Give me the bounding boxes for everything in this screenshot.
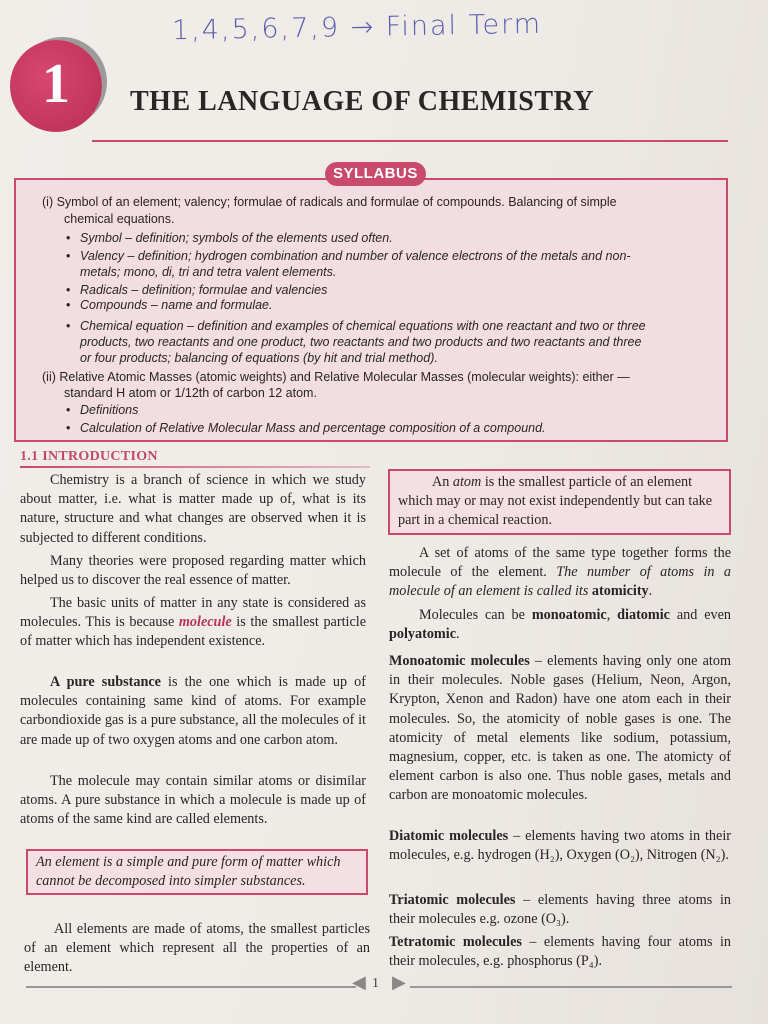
syllabus-bullet-equation-cont1: products, two reactants and one product, two reactants and two products and two reactants and three [80, 335, 642, 349]
syllabus-item-i-line2: chemical equations. [64, 212, 175, 226]
box-text-end: is the smallest particle of an element which may or may not exist independently but can take part in a chemical reaction. [398, 474, 713, 529]
diatomic-heading: Diatomic molecules [389, 828, 509, 844]
monoatomic-term: monoatomic [531, 607, 607, 623]
p2-end: . [456, 626, 460, 643]
chapter-number: 1 [42, 53, 70, 115]
handwritten-note: 1,4,5,6,7,9 → Final Term [171, 8, 543, 47]
right-paragraph-2 [389, 606, 731, 644]
syllabus-item-ii-line2: standard H atom or 1/12th of carbon 12 atom. [64, 386, 317, 400]
diatomic-text: – elements having two atoms in their molecules, e.g. hydrogen (H₂), Oxygen (O₂), Nitrogen (N₂). [389, 828, 731, 864]
title-divider [92, 140, 728, 142]
syllabus-bullet-symbol: • Symbol – definition; symbols of the elements used often. [80, 230, 393, 247]
chapter-number-badge [10, 40, 102, 132]
atomicity-term: atomicity [591, 583, 649, 600]
box-text-start: An [432, 474, 453, 490]
footer-rule-left [26, 986, 356, 988]
syllabus-bullet-radicals: • Radicals – definition; formulae and valencies [80, 282, 327, 299]
footer-left-arrow-icon: ◀ [352, 972, 366, 992]
intro-paragraph-1: Chemistry is a branch of science in which we study about matter, i.e. what is matter made up of, what is its nature, structure and what changes are observed when it is subjected to different conditions. [20, 472, 366, 546]
triatomic-heading: Triatomic molecules [389, 892, 516, 908]
diatomic-term: diatomic [617, 607, 670, 623]
syllabus-badge: SYLLABUS [325, 162, 426, 186]
syllabus-bullet-equation-cont2: or four products; balancing of equations (by hit and trial method). [80, 351, 438, 365]
monoatomic-text: – elements having only one atom in their molecules. Noble gases (Helium, Neon, Argon, Krypton, Xenon and Radon) have one atom each in their molecules. So, the atomicity of noble gases is one. The atomicity of metal elements like sodium, potassium, magnesium, copper, etc. is taken as one. The atomicty of element carbon is also one. Thus noble gases, metals and carbon are monoatomic molecules. [389, 653, 731, 804]
tetratomic-heading: Tetratomic molecules [389, 934, 522, 950]
p3-text: The basic units of matter in any state is considered as molecules. This is because [20, 595, 366, 631]
p3-text-end: is the smallest particle of matter which has independent existence. [20, 614, 366, 650]
tetratomic-text: – elements having four atoms in their molecules, e.g. phosphorus (P₄). [389, 934, 732, 970]
syllabus-item-i-line1: (i) Symbol of an element; valency; formulae of radicals and formulae of compounds. Balancing of simple [42, 195, 617, 209]
triatomic-paragraph [389, 891, 731, 929]
molecule-term: molecule [178, 614, 232, 631]
monoatomic-paragraph [389, 652, 731, 806]
atom-definition-box [388, 469, 731, 535]
section-divider [20, 466, 370, 468]
syllabus-item-ii-line1: (ii) Relative Atomic Masses (atomic weights) and Relative Molecular Masses (molecular weights): either — [42, 370, 630, 384]
intro-paragraph-3 [20, 594, 366, 652]
section-heading: 1.1 INTRODUCTION [20, 449, 158, 464]
p2-separator-1: , [606, 607, 618, 623]
intro-paragraph-2: Many theories were proposed regarding matter which helped us to discover the real essence of matter. [20, 553, 366, 589]
element-definition-box: An element is a simple and pure form of matter which cannot be decomposed into simpler substances. [26, 849, 368, 895]
atom-term: atom [452, 474, 482, 490]
syllabus-bullet-valency: • Valency – definition; hydrogen combination and number of valence electrons of the metals and non- [80, 248, 631, 265]
tetratomic-paragraph [389, 933, 731, 971]
pure-substance-term: A pure substance [50, 674, 161, 690]
atomicity-definition: The number of atoms in a molecule of an element is called its [389, 564, 731, 600]
footer-rule-right [410, 986, 732, 988]
polyatomic-term: polyatomic [389, 626, 456, 643]
syllabus-bullet-valency-cont: metals; mono, di, tri and tetra valent elements. [80, 265, 337, 279]
triatomic-text: – elements having three atoms in their molecules e.g. ozone (O₃). [389, 892, 731, 928]
syllabus-bullet-compounds: • Compounds – name and formulae. [80, 297, 272, 314]
syllabus-bullet-equation: • Chemical equation – definition and examples of chemical equations with one reactant and two or three [80, 318, 646, 335]
monoatomic-heading: Monoatomic molecules [389, 653, 530, 669]
chapter-title: THE LANGUAGE OF CHEMISTRY [130, 86, 594, 117]
intro-paragraph-6: All elements are made of atoms, the smallest particles of an element which represent all the properties of an element. [24, 921, 370, 976]
intro-paragraph-5: The molecule may contain similar atoms or disimilar atoms. A pure substance in which a molecule is made up of atoms of the same kind are called elements. [20, 773, 366, 828]
footer-right-arrow-icon: ▶ [392, 972, 406, 992]
diatomic-paragraph [389, 827, 731, 865]
intro-paragraph-4 [20, 673, 366, 750]
p1-text: A set of atoms of the same type together forms the molecule of the element. [389, 545, 731, 581]
right-paragraph-1: A set of atoms of the same type together forms the molecule of the element. The number of atoms in a molecule of an element is called its atomicity. [389, 545, 731, 600]
p4-text: is the one which is made up of molecules containing same kind of atoms. For example carbondioxide gas is a pure substance, all the molecules of it are made up of two oxygen atoms and one carbon atom. [20, 674, 366, 748]
syllabus-bullet-calculation: • Calculation of Relative Molecular Mass and percentage composition of a compound. [80, 420, 546, 437]
p2-text: Molecules can be [419, 607, 532, 623]
syllabus-bullet-definitions: • Definitions [80, 402, 138, 419]
p2-separator-2: and even [669, 607, 731, 623]
page-number: 1 [372, 976, 379, 991]
